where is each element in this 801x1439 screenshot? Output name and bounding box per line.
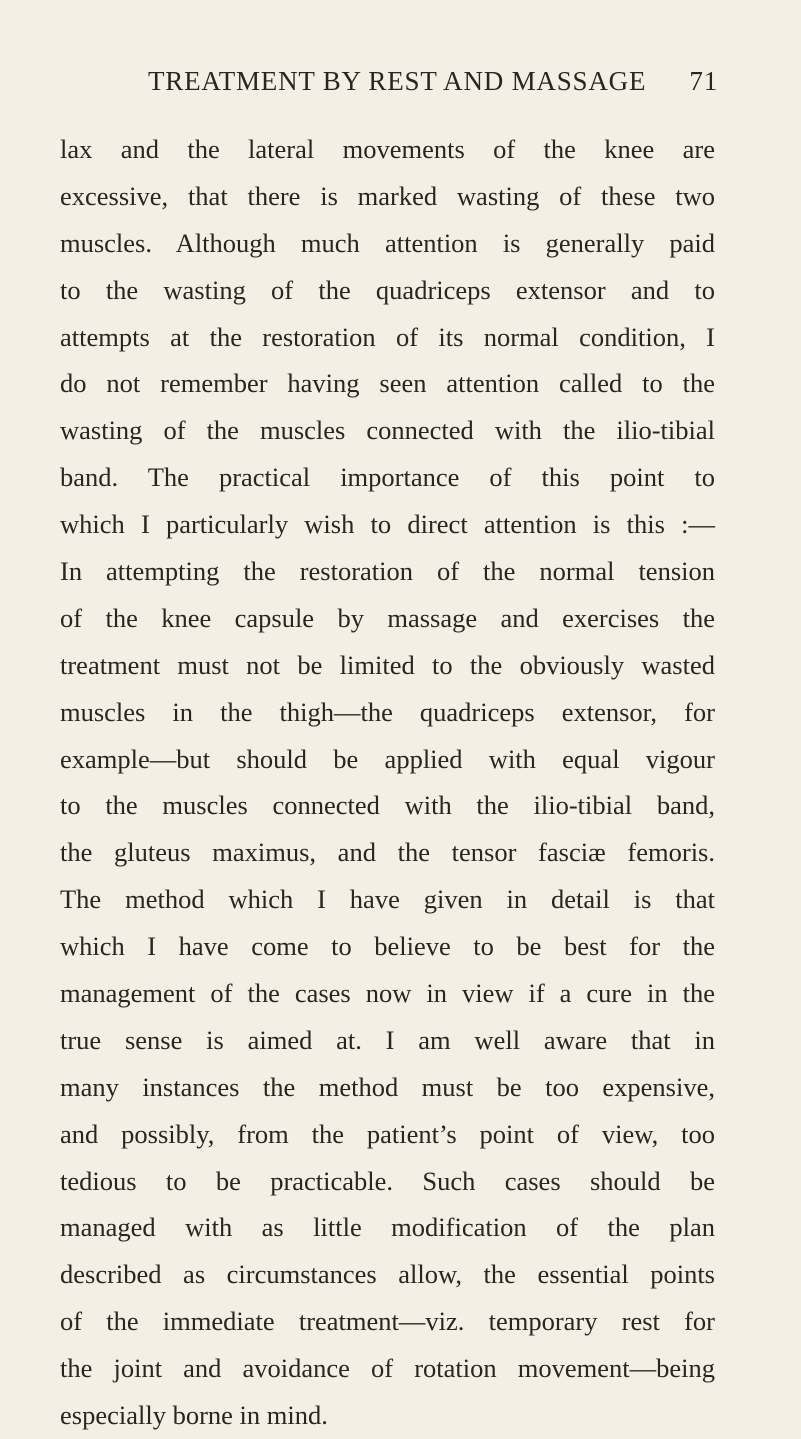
- text-line: attempts at the restoration of its normal condition, I: [60, 321, 715, 352]
- text-line: treatment must not be limited to the obviously wasted: [60, 649, 715, 680]
- text-line: to the muscles connected with the ilio-tibial band,: [60, 790, 715, 821]
- text-line: which I particularly wish to direct attention is this :—: [60, 509, 715, 540]
- page-number: 71: [689, 66, 718, 96]
- text-line: lax and the lateral movements of the knee are: [60, 134, 715, 164]
- text-line: true sense is aimed at. I am well aware that in: [60, 1024, 715, 1055]
- text-line: many instances the method must be too expensive,: [60, 1071, 715, 1102]
- text-line: to the wasting of the quadriceps extensor and to: [60, 274, 715, 305]
- running-title: TREATMENT BY REST AND MASSAGE: [148, 66, 647, 96]
- text-line: muscles. Although much attention is generally paid: [60, 227, 715, 258]
- text-line: The method which I have given in detail is that: [60, 884, 715, 915]
- text-line: which I have come to believe to be best for the: [60, 931, 715, 962]
- running-head: [148, 66, 718, 106]
- text-line: muscles in the thigh—the quadriceps extensor, for: [60, 696, 715, 727]
- body-text: [60, 126, 715, 1439]
- text-line: do not remember having seen attention called to the: [60, 368, 715, 399]
- text-line: managed with as little modification of the plan: [60, 1212, 715, 1243]
- text-line: management of the cases now in view if a cure in the: [60, 978, 715, 1009]
- text-line: excessive, that there is marked wasting of these two: [60, 180, 715, 211]
- text-line: especially borne in mind.: [60, 1400, 328, 1431]
- text-line: wasting of the muscles connected with the ilio-tibial: [60, 415, 715, 446]
- text-line: the gluteus maximus, and the tensor fasciæ femoris.: [60, 837, 715, 868]
- text-line: example—but should be applied with equal vigour: [60, 743, 715, 774]
- text-line: tedious to be practicable. Such cases should be: [60, 1165, 715, 1196]
- text-line: the joint and avoidance of rotation movement—being: [60, 1353, 715, 1384]
- text-line: of the immediate treatment—viz. temporary rest for: [60, 1306, 715, 1337]
- text-line: described as circumstances allow, the essential points: [60, 1259, 715, 1290]
- text-line: of the knee capsule by massage and exercises the: [60, 602, 715, 633]
- text-line: band. The practical importance of this point to: [60, 462, 715, 493]
- text-line: and possibly, from the patient’s point of view, too: [60, 1118, 715, 1149]
- text-line: In attempting the restoration of the normal tension: [60, 556, 715, 587]
